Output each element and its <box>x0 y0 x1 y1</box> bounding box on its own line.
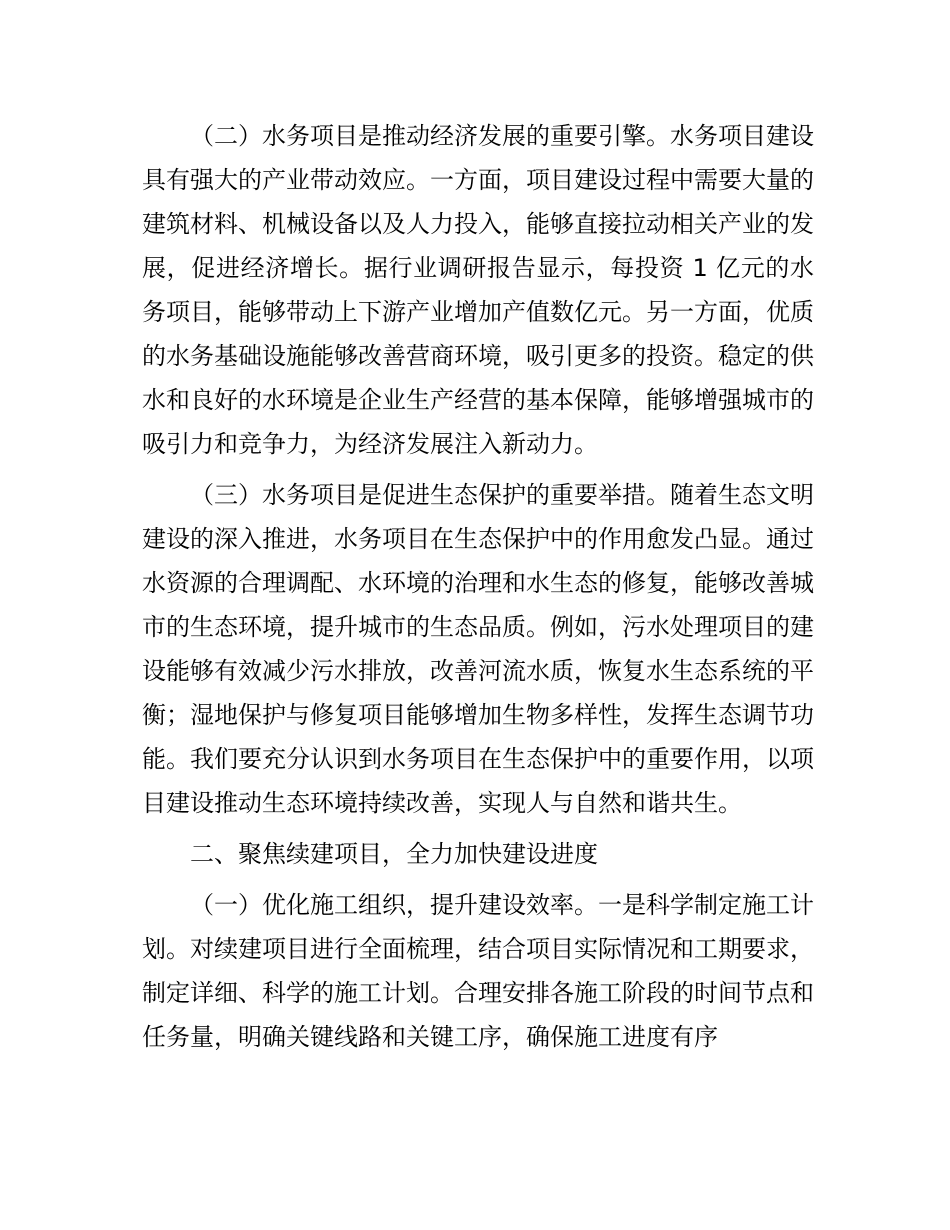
paragraph-ecological-protection: （三）水务项目是促进生态保护的重要举措。随着生态文明建设的深入推进，水务项目在生态保护中的作用愈发凸显。通过水资源的合理调配、水环境的治理和水生态的修复，能够改善城市的生态环境，提升城市的生态品质。例如，污水处理项目的建设能够有效减少污水排放，改善河流水质，恢复水生态系统的平衡；湿地保护与修复项目能够增加生物多样性，发挥生态调节功能。我们要充分认识到水务项目在生态保护中的重要作用，以项目建设推动生态环境持续改善，实现人与自然和谐共生。 <box>142 481 814 817</box>
paragraph-construction-organization: （一）优化施工组织，提升建设效率。一是科学制定施工计划。对续建项目进行全面梳理，结合项目实际情况和工期要求，制定详细、科学的施工计划。合理安排各施工阶段的时间节点和任务量，明确关键线路和关键工序，确保施工进度有序 <box>142 891 814 1051</box>
document-body <box>142 114 814 1059</box>
paragraph-economic-engine: （二）水务项目是推动经济发展的重要引擎。水务项目建设具有强大的产业带动效应。一方面，项目建设过程中需要大量的建筑材料、机械设备以及人力投入，能够直接拉动相关产业的发展，促进经济增长。据行业调研报告显示，每投资 1 亿元的水务项目，能够带动上下游产业增加产值数亿元。另一方面，优质的水务基础设施能够改善营商环境，吸引更多的投资。稳定的供水和良好的水环境是企业生产经营的基本保障，能够增强城市的吸引力和竞争力，为经济发展注入新动力。 <box>142 122 814 458</box>
section-heading-continuing-projects: 二、聚焦续建项目，全力加快建设进度 <box>190 840 598 868</box>
